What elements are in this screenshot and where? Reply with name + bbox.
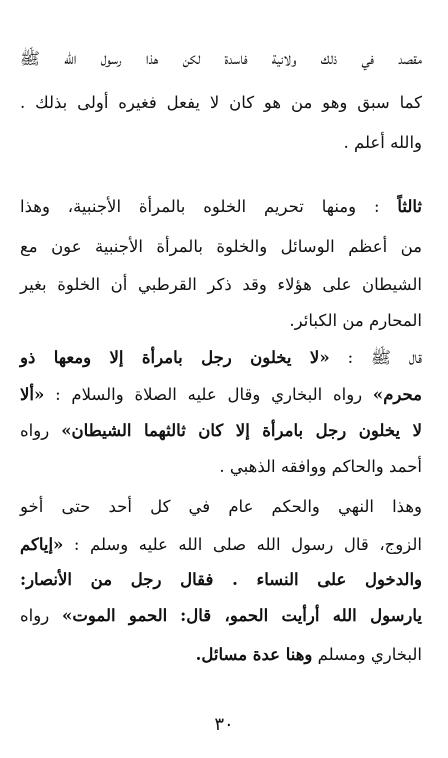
- hadith-quote: يارسول الله أرأيت الحمو، قال:: [180, 606, 423, 625]
- text-line: يارسول الله أرأيت الحمو، قال: الحمو الموت» رواه: [20, 606, 423, 625]
- text-line: والله أعلم .: [343, 133, 422, 152]
- text-line: قال ﷺ : «لا يخلون رجل بامرأة إلا ومعها ذو: [20, 348, 422, 367]
- text-line: البخاري ومسلم وهنا عدة مسائل.: [195, 645, 422, 664]
- text-line: المحارم من الكبائر.: [289, 311, 422, 330]
- text-line: كما سبق وهو من هو كان لا يفعل فغيره أولى بذلك .: [20, 93, 422, 112]
- text-line: محرم» رواه البخاري وقال عليه الصلاة والسلام : «ألا: [20, 385, 423, 404]
- text-line: مقصد في ذلك ولانية فاسدة لكن هذا رسول الله ﷺ: [20, 49, 422, 68]
- text-line: من أعظم الوسائل والخلوة بالمرأة الأجنبية عون مع: [20, 237, 422, 256]
- text-line: أحمد والحاكم ووافقه الذهبي .: [219, 457, 422, 476]
- hadith-quote: محرم»: [372, 385, 423, 404]
- text-line: لا يخلون رجل بامرأة إلا كان ثالثهما الشيطان» رواه: [20, 421, 422, 440]
- section-heading: ثالثاً: [397, 197, 423, 216]
- text-line: وهذا النهي والحكم عام في كل أحد حتى أخو: [20, 497, 422, 516]
- text-line: الشيطان على هؤلاء وقد ذكر القرطبي أن الخلوة بغير: [20, 275, 422, 294]
- hadith-quote: الحمو الموت»: [62, 606, 168, 625]
- hadith-quote: «ألا: [20, 385, 45, 404]
- hadith-quote: والدخول على النساء . فقال رجل من الأنصار:: [20, 570, 422, 589]
- hadith-quote: «لا يخلون رجل بامرأة إلا ومعها ذو: [20, 348, 330, 367]
- page-number: ٣٠: [214, 714, 234, 735]
- hadith-quote: لا يخلون رجل بامرأة إلا كان ثالثهما الشيطان»: [61, 421, 422, 440]
- text-line: ثالثاً : ومنها تحريم الخلوه بالمرأة الأجنبية، وهذا: [20, 197, 423, 216]
- hadith-quote: «إياكم: [20, 535, 64, 554]
- text-line: الزوج، قال رسول الله صلى الله عليه وسلم : «إياكم: [20, 535, 422, 554]
- text-line: [20, 565, 422, 595]
